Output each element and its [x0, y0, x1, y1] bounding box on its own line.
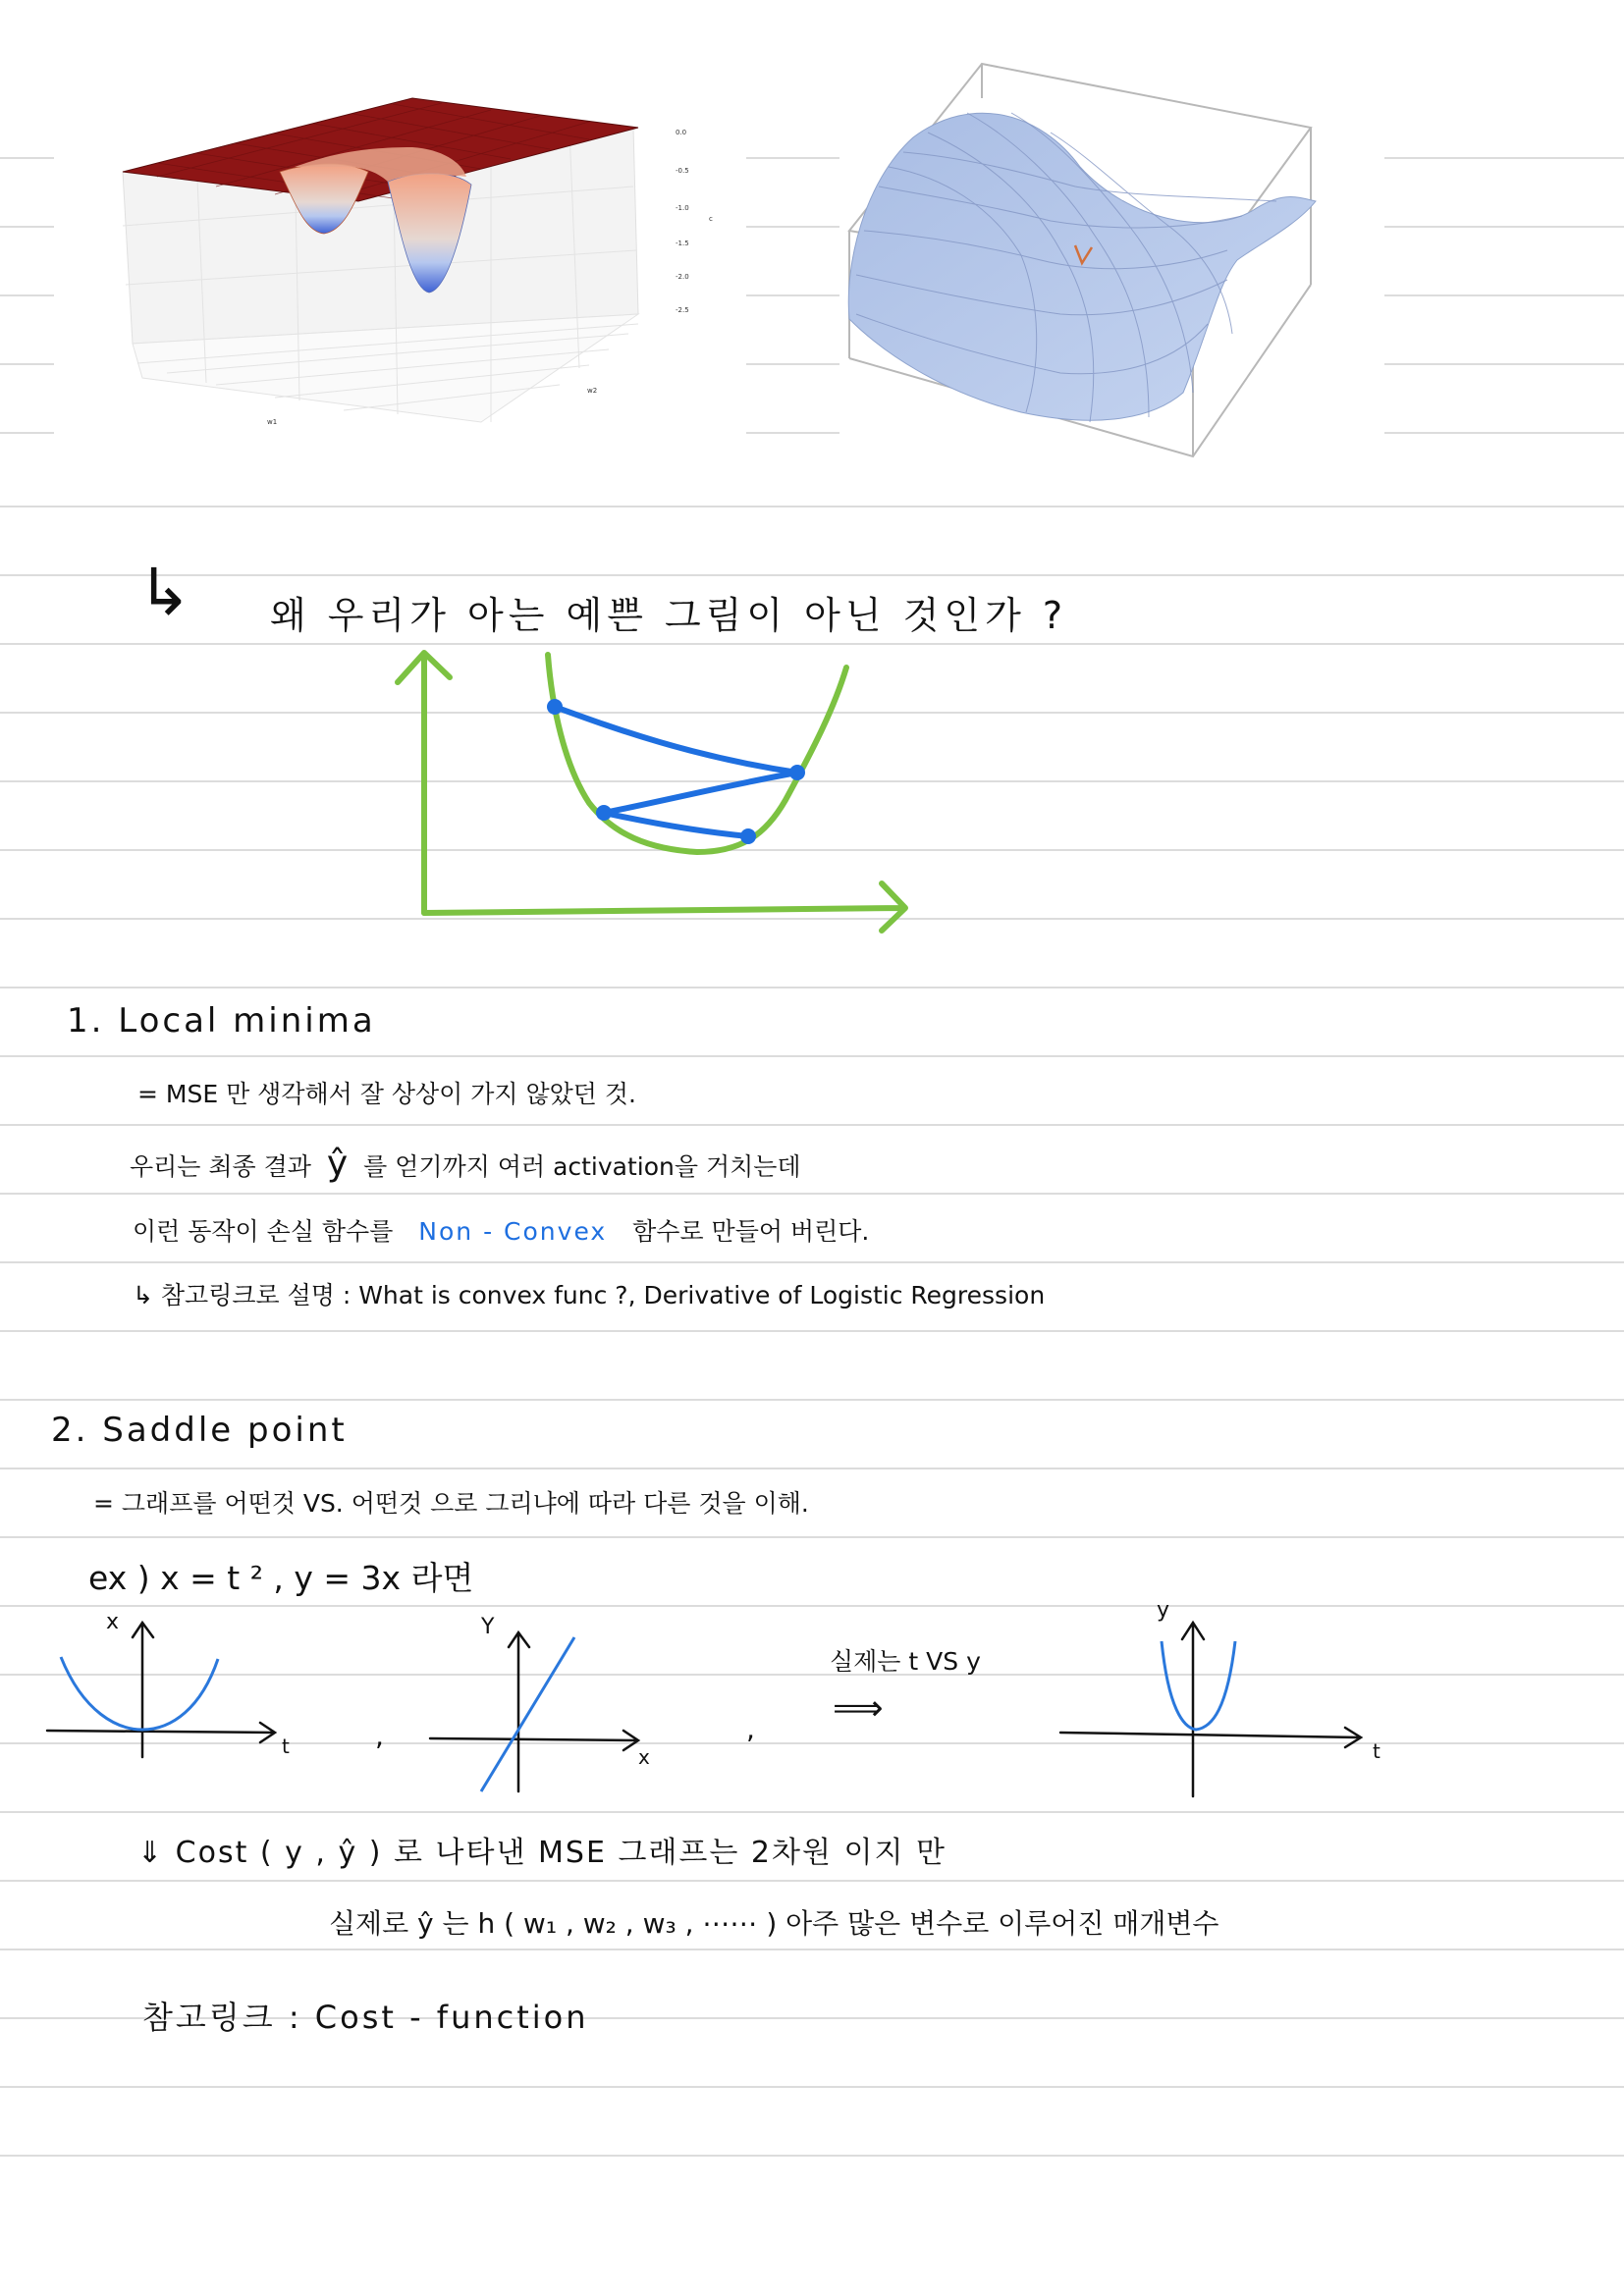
step-point [596, 805, 612, 821]
actual-label: 실제는 t VS y [830, 1647, 981, 1676]
graph-x-vs-t [47, 1623, 275, 1757]
section1-reference-line[interactable]: ↳ 참고링크로 설명 : What is convex func ?, Derivative of Logistic Regression [133, 1281, 1046, 1309]
example-equations: ex ) x = t ² , y = 3x 라면 [88, 1559, 474, 1597]
z-tick-label: -1.0 [676, 204, 689, 212]
line3-text-a: 이런 동작이 손실 함수를 [133, 1217, 394, 1246]
implies-icon: ⟹ [833, 1688, 884, 1729]
z-tick-label: -1.5 [676, 240, 689, 247]
gradient-step-line [555, 707, 797, 773]
arrow-icon: ↳ [137, 555, 192, 630]
y-axis-arrow [398, 653, 450, 913]
saddle-surface-plot [848, 64, 1316, 456]
x-axis-arrow [424, 883, 905, 931]
step-point [740, 828, 756, 844]
graph1-x-label: t [282, 1735, 290, 1758]
graph2-x-label: x [638, 1745, 650, 1769]
reference-link[interactable]: 참고링크 : Cost - function [142, 1999, 589, 2036]
graph-separator-comma: , [375, 1720, 384, 1752]
section1-line1: = MSE 만 생각해서 잘 상상이 가지 않았던 것. [137, 1080, 636, 1108]
section2-heading: 2. Saddle point [51, 1411, 348, 1450]
graph2-y-label: Y [481, 1615, 495, 1639]
graph-separator-comma: , [746, 1713, 755, 1745]
graph3-x-label: t [1373, 1739, 1380, 1763]
line2-text-a: 우리는 최종 결과 [130, 1152, 311, 1181]
non-convex-term: Non - Convex [418, 1217, 608, 1246]
x-axis-label: w1 [267, 418, 278, 426]
line2-text-b: 를 얻기까지 여러 activation을 거치는데 [363, 1152, 801, 1181]
line3-text-b: 함수로 만들어 버린다. [632, 1217, 870, 1246]
graph1-y-label: x [106, 1610, 120, 1634]
step-point [547, 699, 563, 715]
z-tick-label: -2.0 [676, 273, 689, 281]
z-tick-label: -0.5 [676, 167, 689, 175]
graph-y-vs-x [430, 1632, 638, 1791]
graph-y-vs-t [1060, 1623, 1361, 1796]
section1-line3 [133, 1212, 869, 1248]
section1-heading: 1. Local minima [67, 1001, 376, 1041]
step-point [789, 765, 805, 780]
graph3-y-label: y [1157, 1598, 1170, 1623]
gradient-step-line [604, 773, 797, 813]
local-minima-surface-plot [123, 98, 713, 426]
cost-graph-line: ⇓ Cost ( y , ŷ ) 로 나타낸 MSE 그래프는 2차원 이지 만 [137, 1836, 947, 1870]
section1-line2 [130, 1144, 801, 1184]
convex-curve-sketch [398, 653, 905, 931]
z-axis-label: c [709, 215, 713, 223]
y-axis-label: w2 [587, 387, 598, 395]
section2-line1: = 그래프를 어떤것 VS. 어떤것 으로 그리냐에 따라 다른 것을 이해. [93, 1489, 809, 1518]
z-tick-label: 0.0 [676, 129, 687, 136]
z-tick-label: -2.5 [676, 306, 689, 314]
question-text: 왜 우리가 아는 예쁜 그림이 아닌 것인가 ? [270, 594, 1068, 637]
y-hat-parameter-line: 실제로 ŷ 는 h ( w₁ , w₂ , w₃ , ⋯⋯ ) 아주 많은 변수로 이루어진 매개변수 [329, 1907, 1219, 1940]
y-hat-symbol: ŷ [326, 1144, 349, 1184]
